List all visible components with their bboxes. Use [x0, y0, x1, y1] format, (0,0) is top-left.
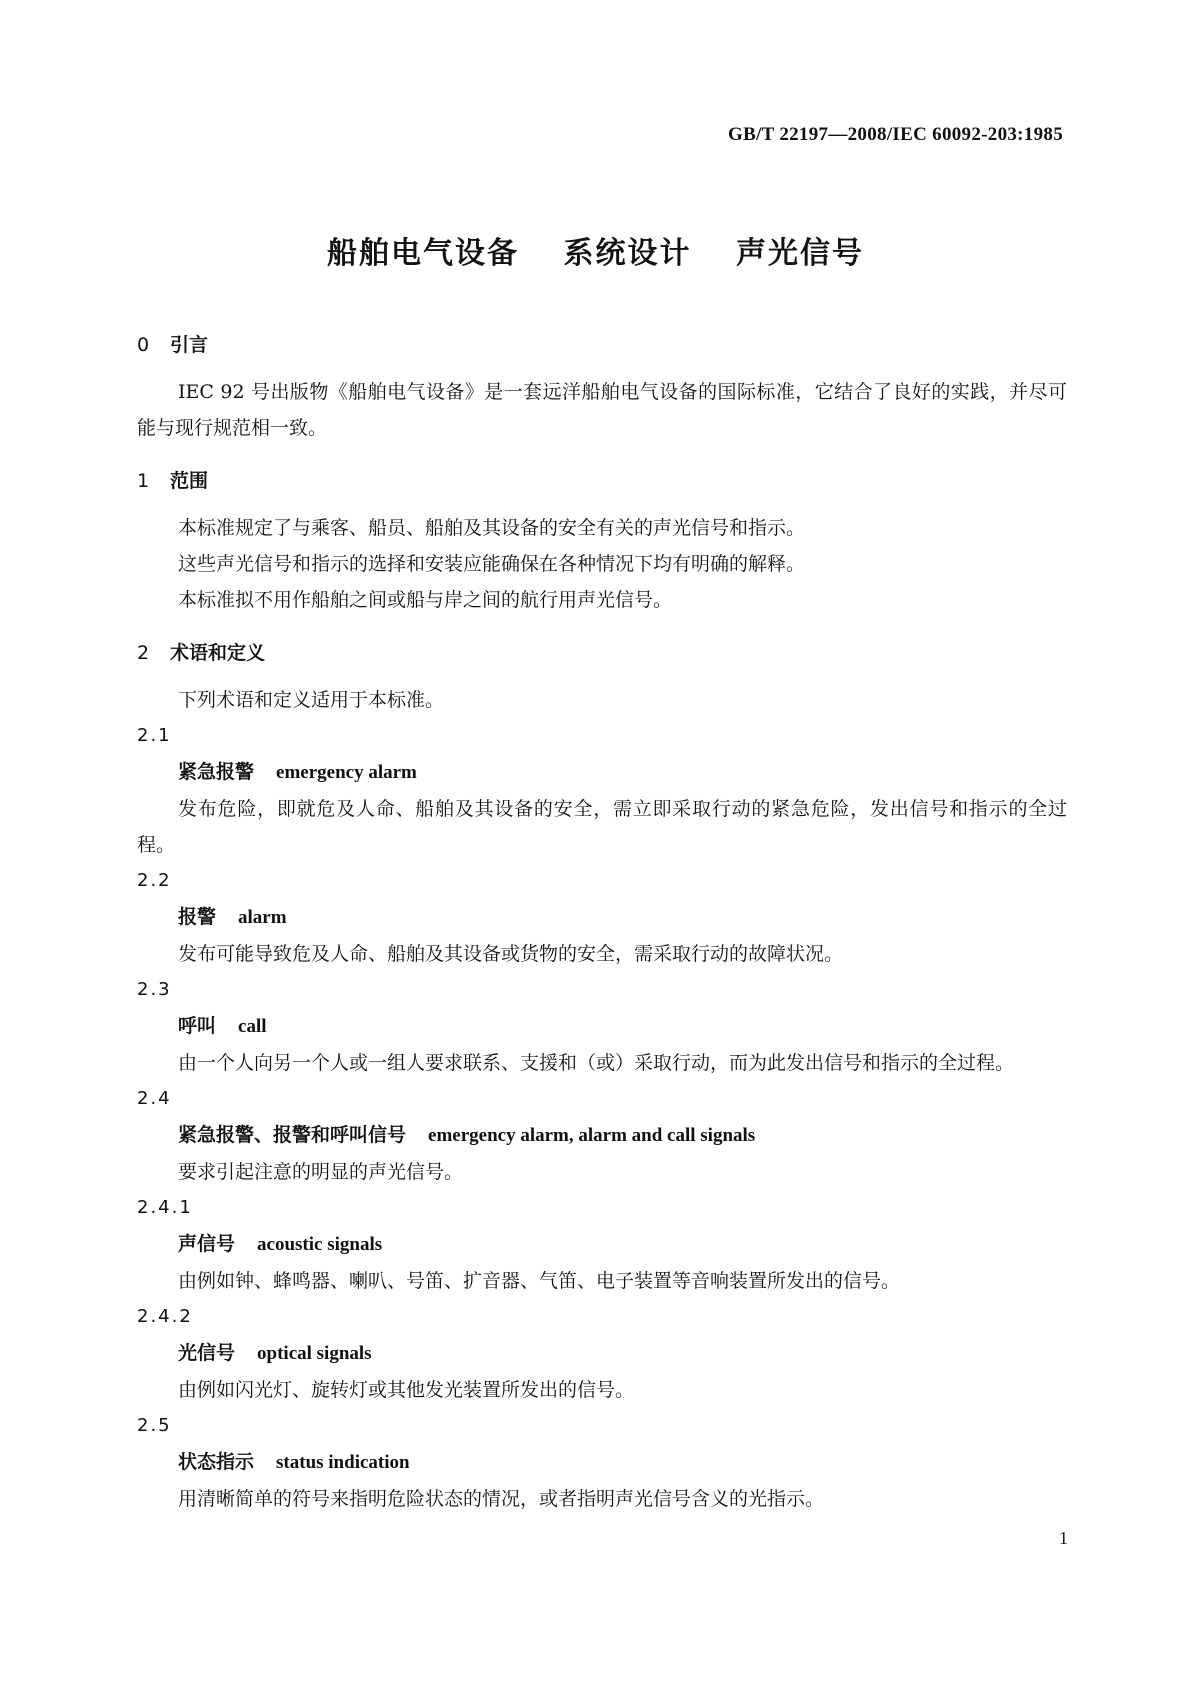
term-entry — [137, 1299, 1067, 1408]
section-title: 范围 — [170, 470, 209, 492]
section-heading-scope — [137, 466, 1067, 506]
term-en: status indication — [276, 1452, 410, 1473]
scope-paragraph-2: 这些声光信号和指示的选择和安装应能确保在各种情况下均有明确的解释。 — [178, 553, 806, 575]
term-entry — [137, 718, 1067, 863]
term-heading — [137, 1008, 1067, 1045]
section-heading-introduction — [137, 330, 1067, 370]
term-entry — [137, 1081, 1067, 1190]
term-heading — [137, 899, 1067, 936]
term-zh: 紧急报警 — [178, 761, 255, 783]
term-en: alarm — [238, 907, 287, 928]
page-number: 1 — [1059, 1528, 1068, 1548]
clause-number: 2.3 — [137, 979, 172, 1000]
term-zh: 呼叫 — [178, 1015, 217, 1037]
section-number: 0 — [137, 334, 150, 356]
document-title — [0, 228, 1191, 272]
term-definition: 发布危险，即就危及人命、船舶及其设备的安全，需立即采取行动的紧急危险，发出信号和指示的全过程。 — [137, 798, 1067, 856]
term-heading — [137, 1335, 1067, 1372]
section-title: 引言 — [170, 334, 209, 356]
term-heading — [137, 1226, 1067, 1263]
term-en: optical signals — [257, 1343, 372, 1364]
scope-paragraph-3: 本标准拟不用作船舶之间或船与岸之间的航行用声光信号。 — [178, 589, 673, 611]
scope-paragraph-1: 本标准规定了与乘客、船员、船舶及其设备的安全有关的声光信号和指示。 — [178, 517, 806, 539]
title-part-3: 声光信号 — [735, 236, 864, 271]
term-definition: 要求引起注意的明显的声光信号。 — [178, 1161, 464, 1183]
section-heading-terms — [137, 638, 1067, 678]
term-heading — [137, 754, 1067, 791]
document-body — [137, 330, 1067, 1517]
term-en: acoustic signals — [257, 1234, 383, 1255]
clause-number: 2.4 — [137, 1088, 172, 1109]
clause-number: 2.2 — [137, 870, 172, 891]
standard-code: GB/T 22197—2008/IEC 60092-203:1985 — [728, 124, 1063, 145]
term-heading — [137, 1117, 1067, 1154]
clause-number: 2.4.1 — [137, 1197, 193, 1218]
term-zh: 紧急报警、报警和呼叫信号 — [178, 1124, 407, 1146]
section-title: 术语和定义 — [170, 642, 266, 664]
title-part-1: 船舶电气设备 — [327, 236, 520, 271]
clause-number: 2.4.2 — [137, 1306, 193, 1327]
term-definition: 用清晰简单的符号来指明危险状态的情况，或者指明声光信号含义的光指示。 — [178, 1488, 825, 1510]
section-number: 2 — [137, 642, 150, 664]
term-heading — [137, 1444, 1067, 1481]
term-definition: 由例如钟、蜂鸣器、喇叭、号笛、扩音器、气笛、电子装置等音响装置所发出的信号。 — [178, 1270, 901, 1292]
clause-number: 2.5 — [137, 1415, 172, 1436]
term-definition: 发布可能导致危及人命、船舶及其设备或货物的安全，需采取行动的故障状况。 — [178, 943, 844, 965]
term-zh: 声信号 — [178, 1233, 236, 1255]
term-zh: 光信号 — [178, 1342, 236, 1364]
term-en: emergency alarm, alarm and call signals — [428, 1125, 756, 1146]
title-part-2: 系统设计 — [563, 236, 692, 271]
introduction-paragraph: IEC 92 号出版物《船舶电气设备》是一套远洋船舶电气设备的国际标准，它结合了良好的实践，并尽可能与现行规范相一致。 — [137, 381, 1067, 439]
term-zh: 报警 — [178, 906, 217, 928]
term-definition: 由例如闪光灯、旋转灯或其他发光装置所发出的信号。 — [178, 1379, 635, 1401]
term-entry — [137, 1408, 1067, 1517]
term-entry — [137, 863, 1067, 972]
term-en: emergency alarm — [276, 762, 417, 783]
term-entry — [137, 1190, 1067, 1299]
term-entry — [137, 972, 1067, 1081]
term-en: call — [238, 1016, 267, 1037]
clause-number: 2.1 — [137, 725, 172, 746]
section-number: 1 — [137, 470, 150, 492]
term-definition: 由一个人向另一个人或一组人要求联系、支援和（或）采取行动，而为此发出信号和指示的全过程。 — [178, 1052, 1015, 1074]
term-zh: 状态指示 — [178, 1451, 255, 1473]
terms-intro-paragraph: 下列术语和定义适用于本标准。 — [178, 689, 445, 711]
